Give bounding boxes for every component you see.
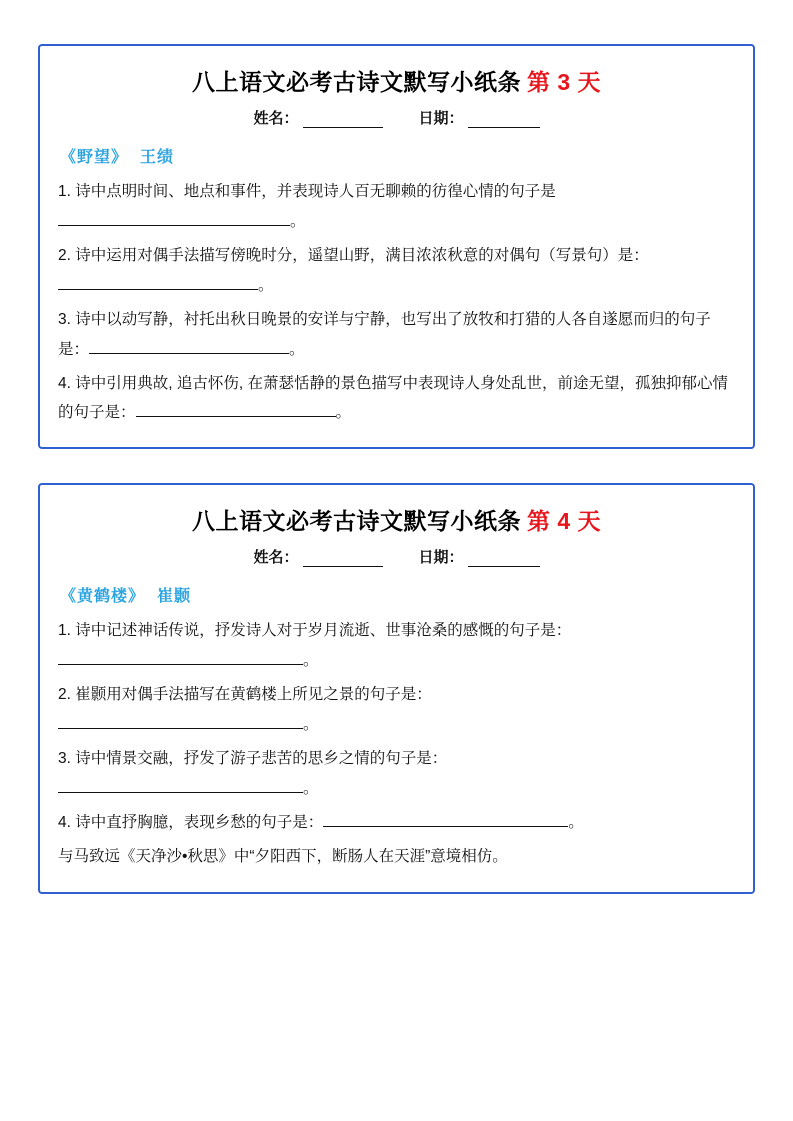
question-text: 1. 诗中记述神话传说，抒发诗人对于岁月流逝、世事沧桑的感慨的句子是：: [58, 622, 572, 639]
answer-blank[interactable]: [58, 272, 258, 290]
answer-blank[interactable]: [58, 711, 303, 729]
poem-title: 《野望》: [60, 149, 129, 166]
question-tail: 。: [303, 652, 319, 669]
poem-author: 王绩: [140, 149, 175, 166]
question-item: [58, 369, 735, 427]
card-title-text: 八上语文必考古诗文默写小纸条: [191, 508, 521, 534]
date-field-group: [419, 107, 540, 128]
name-field-group: [253, 107, 382, 128]
question-item: [58, 177, 735, 237]
name-input-blank[interactable]: [303, 552, 383, 567]
question-tail: 。: [335, 404, 352, 421]
card-day-badge: 第 3 天: [526, 69, 602, 95]
name-label: 姓名：: [253, 110, 299, 127]
date-input-blank[interactable]: [468, 552, 540, 567]
date-input-blank[interactable]: [468, 113, 540, 128]
date-label: 日期：: [418, 549, 464, 566]
answer-blank[interactable]: [136, 399, 336, 417]
question-text: 1. 诗中点明时间、地点和事件，并表现诗人百无聊赖的彷徨心情的句子是: [58, 183, 556, 200]
question-tail: 。: [303, 716, 319, 733]
question-tail: 。: [290, 213, 306, 230]
worksheet-card-day3: [38, 44, 755, 449]
name-field-group: [253, 546, 382, 567]
question-text: 3. 诗中情景交融，抒发了游子悲苦的思乡之情的句子是：: [58, 750, 448, 767]
question-note: 与马致远《天净沙•秋思》中“夕阳西下，断肠人在天涯”意境相仿。: [58, 848, 508, 865]
name-label: 姓名：: [253, 549, 299, 566]
poem-heading-day3: [60, 144, 735, 167]
question-tail: 。: [258, 277, 274, 294]
question-item: [58, 680, 735, 740]
poem-heading-day4: [60, 583, 735, 606]
answer-blank[interactable]: [58, 208, 290, 226]
question-item: [58, 616, 735, 676]
meta-row-day4: [58, 546, 735, 567]
poem-title: 《黄鹤楼》: [60, 588, 146, 605]
question-text: 2. 崔颢用对偶手法描写在黄鹤楼上所见之景的句子是：: [58, 686, 432, 703]
meta-row-day3: [58, 107, 735, 128]
question-tail: 。: [289, 341, 305, 358]
answer-blank[interactable]: [58, 775, 303, 793]
worksheet-card-day4: [38, 483, 755, 894]
question-text: 2. 诗中运用对偶手法描写傍晚时分，遥望山野，满目浓浓秋意的对偶句（写景句）是：: [58, 247, 649, 264]
answer-blank[interactable]: [323, 809, 568, 827]
card-day-badge: 第 4 天: [526, 508, 602, 534]
answer-blank[interactable]: [89, 336, 289, 354]
question-item: [58, 305, 735, 365]
question-tail: 。: [568, 814, 584, 831]
question-tail: 。: [303, 780, 319, 797]
poem-author: 崔颢: [157, 588, 192, 605]
card-title-day3: [58, 64, 735, 97]
answer-blank[interactable]: [58, 647, 303, 665]
name-input-blank[interactable]: [303, 113, 383, 128]
question-item: [58, 241, 735, 301]
question-item: [58, 744, 735, 804]
question-text: 3. 诗中以动写静，衬托出秋日晚景的安详与宁静，也写出了放牧和打猎的人各自遂愿而归的句子是：: [58, 311, 711, 358]
question-item: [58, 808, 735, 838]
date-field-group: [419, 546, 540, 567]
question-text: 4. 诗中直抒胸臆，表现乡愁的句子是：: [58, 814, 324, 831]
card-title-day4: [58, 503, 735, 536]
card-title-text: 八上语文必考古诗文默写小纸条: [191, 69, 521, 95]
date-label: 日期：: [418, 110, 464, 127]
question-text: 4. 诗中引用典故, 追古怀伤, 在萧瑟恬静的景色描写中表现诗人身处乱世，前途无望，孤独抑郁心情的句子是：: [58, 375, 728, 421]
